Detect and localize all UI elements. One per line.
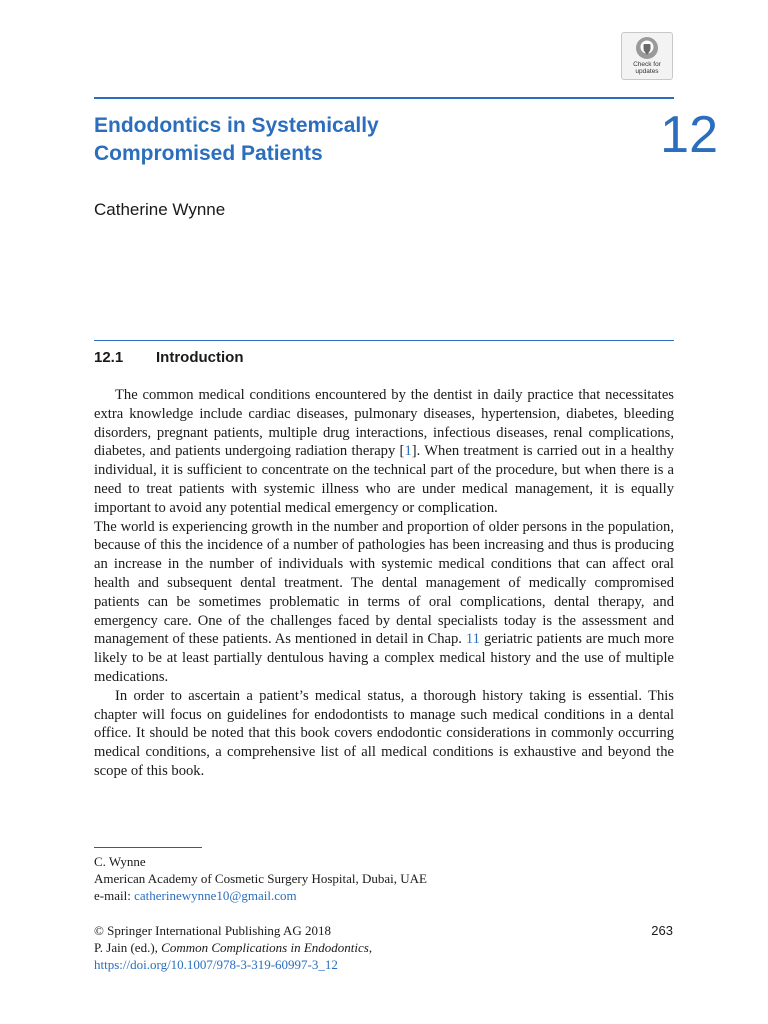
body-text — [94, 386, 674, 781]
badge-label-1: Check for — [633, 61, 661, 68]
book-title: Common Complications in Endodontics — [161, 940, 369, 955]
check-for-updates-badge[interactable] — [621, 32, 673, 80]
paragraph-1-text-a: The common medical conditions encountered by the dentist in daily practice that necessitates extra knowledge include cardiac diseases, pulmonary diseases, hypertension, diabetes, bleeding disorders, pregnant patients, multiple drug interactions, infectious diseases, renal complications, diabetes, and patients undergoing radiation therapy [ — [94, 387, 674, 460]
paragraph-1 — [94, 386, 674, 518]
paragraph-2-text-b: geriatric patients are much more likely to be at least partially dentulous having a complex medical history and the use of multiple medications. — [94, 631, 674, 685]
chapter-link-11[interactable]: 11 — [465, 631, 480, 648]
paragraph-3: In order to ascertain a patient’s medical status, a thorough history taking is essential. This chapter will focus on guidelines for endodontists to manage such medical conditions in a dental office. It should be noted that this book covers endodontic considerations in commonly occurring medical conditions, a comprehensive list of all medical conditions is exhaustive and beyond the scope of this book. — [94, 687, 674, 779]
paragraph-1-text-b: ]. When treatment is carried out in a healthy individual, it is sufficient to concentrate on the technical part of the procedure, but when there is a need to treat patients with systemic illness who are under medical management, it is equally important to avoid any potential medical emergency or complication. — [94, 443, 674, 516]
chapter-title — [94, 112, 534, 168]
book-title-suffix: , — [368, 940, 373, 955]
section-title: Introduction — [156, 349, 244, 366]
footnote-rule — [94, 847, 202, 848]
editor-text: P. Jain (ed.), — [94, 940, 162, 955]
chapter-title-line-2: Compromised Patients — [94, 142, 323, 165]
author-name: Catherine Wynne — [94, 200, 226, 219]
check-for-updates-icon — [635, 36, 659, 60]
citation-link-1[interactable]: 1 — [404, 443, 412, 460]
top-rule — [94, 97, 674, 99]
copyright-line: © Springer International Publishing AG 2018 — [94, 923, 331, 938]
author-footnote — [94, 853, 594, 904]
paragraph-2-text-a: The world is experiencing growth in the number and proportion of older persons in the population, because of this the incidence of a number of pathologies has been increasing and thus is producing an increase in the number of individuals with systemic medical conditions that can affect oral health and subsequent dental treatment. The dental management of medically compromised patients can be sometimes problematic in terms of oral complications, dental therapy, and emergency care. One of the challenges faced by dental specialists today is the assessment and management of these patients. As mentioned in detail in Chap. — [94, 518, 674, 648]
footnote-name: C. Wynne — [94, 854, 146, 869]
section-heading — [94, 347, 243, 369]
email-label: e-mail: — [94, 888, 135, 903]
citation-line — [94, 939, 594, 956]
chapter-title-line-1: Endodontics in Systemically — [94, 114, 379, 137]
chapter-number: 12 — [660, 106, 718, 164]
page-number: 263 — [651, 923, 673, 938]
doi-link[interactable]: https://doi.org/10.1007/978-3-319-60997-3_12 — [94, 957, 338, 972]
footnote-email-line — [94, 887, 594, 904]
badge-label-2: updates — [635, 68, 659, 75]
email-link[interactable]: catherinewynne10@gmail.com — [134, 888, 297, 903]
section-rule — [94, 340, 674, 341]
section-number: 12.1 — [94, 349, 124, 366]
footnote-affiliation: American Academy of Cosmetic Surgery Hospital, Dubai, UAE — [94, 871, 427, 886]
colophon — [94, 922, 594, 973]
paragraph-2 — [94, 518, 674, 687]
